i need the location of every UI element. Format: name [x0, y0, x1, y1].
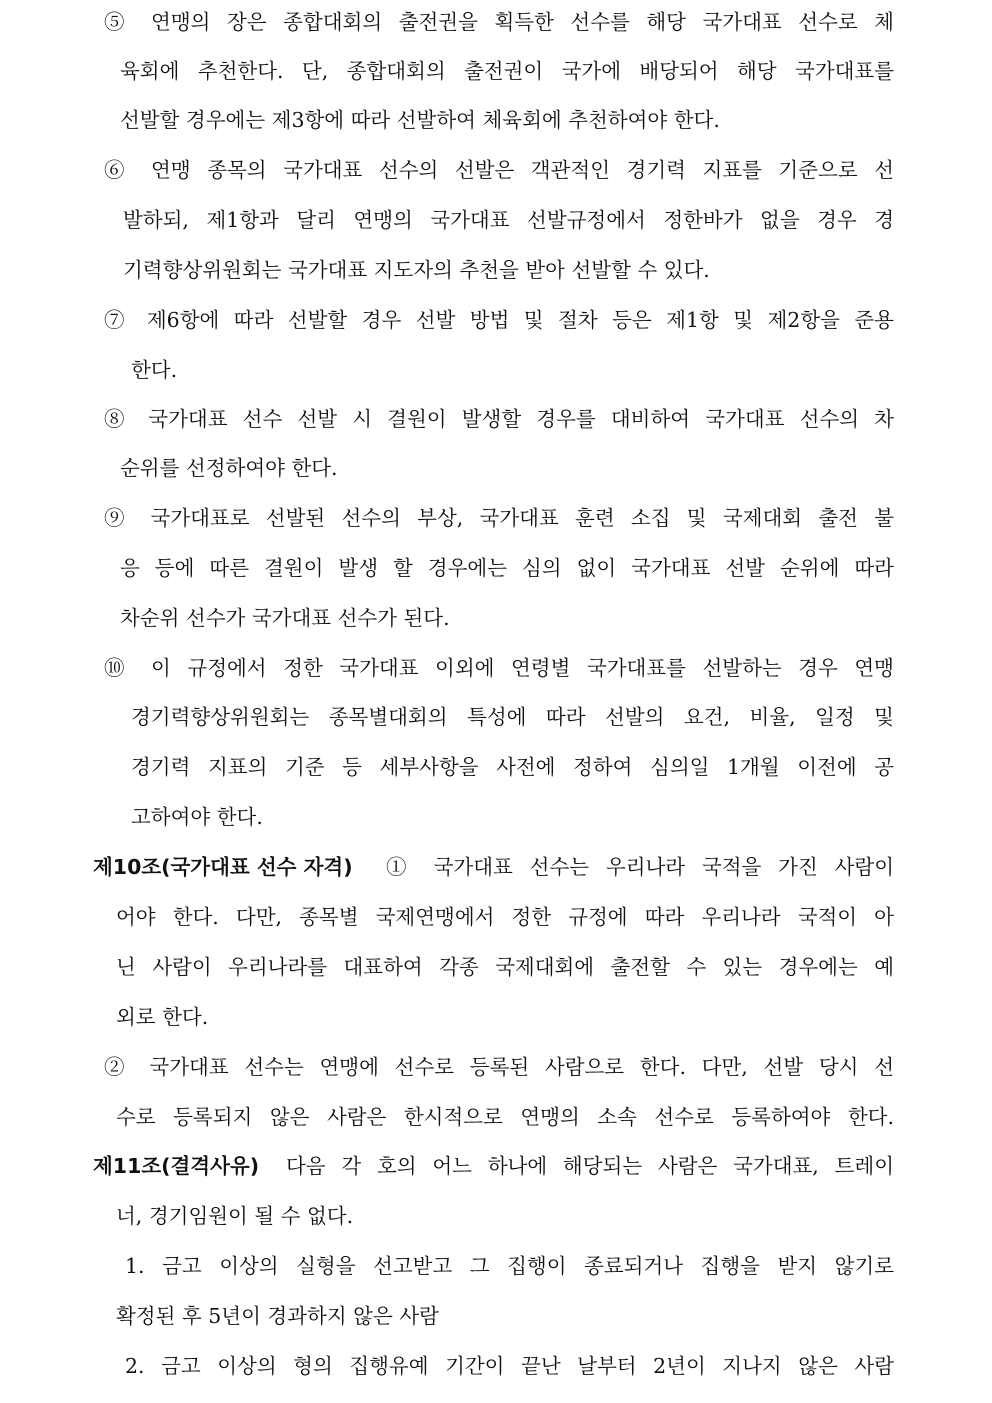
paragraph-10-line-3: 경기력 지표의 기준 등 세부사항을 사전에 정하여 심의일 1개월 이전에 공 [131, 755, 894, 779]
article-11-line-1: 다음 각 호의 어느 하나에 해당되는 사람은 국가대표, 트레이 [286, 1154, 894, 1178]
paragraph-10-line-1: ⑩ 이 규정에서 정한 국가대표 이외에 연령별 국가대표를 선발하는 경우 연맹 [104, 656, 894, 680]
article-10-line-3: 닌 사람이 우리나라를 대표하여 각종 국제대회에 출전할 수 있는 경우에는 예 [116, 955, 894, 979]
paragraph-8-line-1: ⑧ 국가대표 선수 선발 시 결원이 발생할 경우를 대비하여 국가대표 선수의 차 [104, 407, 894, 431]
paragraph-6-line-1: ⑥ 연맹 종목의 국가대표 선수의 선발은 객관적인 경기력 지표를 기준으로 선 [104, 158, 894, 182]
article-10-paragraph-2-line-2: 수로 등록되지 않은 사람은 한시적으로 연맹의 소속 선수로 등록하여야 한다. [116, 1105, 894, 1129]
article-11-line-2: 너, 경기임원이 될 수 없다. [116, 1204, 354, 1228]
article-10-heading: 제10조(국가대표 선수 자격) [93, 855, 353, 879]
paragraph-5-line-3: 선발할 경우에는 제3항에 따라 선발하여 체육회에 추천하여야 한다. [120, 108, 720, 132]
article-11-item-1-line-2: 확정된 후 5년이 경과하지 않은 사람 [116, 1304, 439, 1328]
paragraph-9-line-1: ⑨ 국가대표로 선발된 선수의 부상, 국가대표 훈련 소집 및 국제대회 출전 불 [104, 506, 894, 530]
article-10-paragraph-2-line-1: ② 국가대표 선수는 연맹에 선수로 등록된 사람으로 한다. 다만, 선발 당시 선 [104, 1055, 894, 1079]
article-11-item-2-line-1: 2. 금고 이상의 형의 집행유예 기간이 끝난 날부터 2년이 지나지 않은 사람 [125, 1354, 894, 1378]
paragraph-10-line-4: 고하여야 한다. [131, 805, 263, 829]
article-10-line-2: 어야 한다. 다만, 종목별 국제연맹에서 정한 규정에 따라 우리나라 국적이 아 [116, 905, 894, 929]
article-10-line-4: 외로 한다. [116, 1005, 209, 1029]
paragraph-6-line-3: 기력향상위원회는 국가대표 지도자의 추천을 받아 선발할 수 있다. [123, 258, 710, 282]
paragraph-8-line-2: 순위를 선정하여야 한다. [120, 456, 338, 480]
article-11-heading: 제11조(결격사유) [93, 1154, 260, 1178]
paragraph-9-line-2: 응 등에 따른 결원이 발생 할 경우에는 심의 없이 국가대표 선발 순위에 따라 [120, 556, 894, 580]
paragraph-6-line-2: 발하되, 제1항과 달리 연맹의 국가대표 선발규정에서 정한바가 없을 경우 경 [123, 208, 894, 232]
paragraph-5-line-1: ⑤ 연맹의 장은 종합대회의 출전권을 획득한 선수를 해당 국가대표 선수로 체 [104, 10, 894, 34]
paragraph-9-line-3: 차순위 선수가 국가대표 선수가 된다. [120, 606, 450, 630]
paragraph-10-line-2: 경기력향상위원회는 종목별대회의 특성에 따라 선발의 요건, 비율, 일정 및 [131, 705, 894, 729]
article-10-line-1: ① 국가대표 선수는 우리나라 국적을 가진 사람이 [386, 855, 894, 879]
paragraph-7-line-2: 한다. [131, 358, 178, 382]
paragraph-7-line-1: ⑦ 제6항에 따라 선발할 경우 선발 방법 및 절차 등은 제1항 및 제2항을 준용 [104, 308, 894, 332]
article-11-item-1-line-1: 1. 금고 이상의 실형을 선고받고 그 집행이 종료되거나 집행을 받지 않기로 [125, 1254, 894, 1278]
paragraph-5-line-2: 육회에 추천한다. 단, 종합대회의 출전권이 국가에 배당되어 해당 국가대표를 [120, 59, 894, 83]
